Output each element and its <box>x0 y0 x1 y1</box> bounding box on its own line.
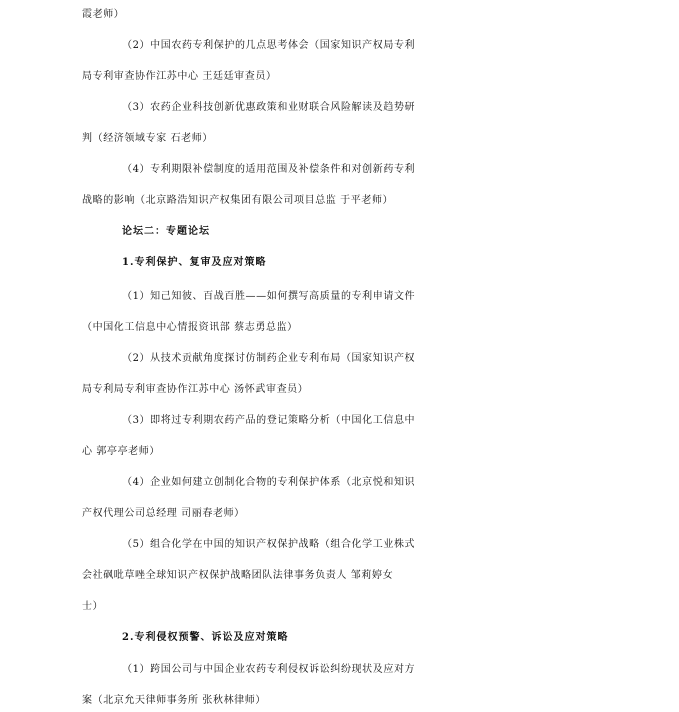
subsection-heading: 2.专利侵权预警、诉讼及应对策略 <box>122 632 289 643</box>
text-line: （1）跨国公司与中国企业农药专利侵权诉讼纠纷现状及应对方 <box>122 664 416 675</box>
text-line: 案（北京允天律师事务所 张秋林律师） <box>82 695 266 706</box>
text-line: （中国化工信息中心情报资讯部 蔡志勇总监） <box>82 322 298 333</box>
text-line: 心 郭亭亭老师） <box>82 446 160 457</box>
text-line: 产权代理公司总经理 司丽春老师） <box>82 508 245 519</box>
text-line: （1）知己知彼、百战百胜——如何撰写高质量的专利申请文件 <box>122 291 416 302</box>
section-heading: 论坛二：专题论坛 <box>122 226 210 237</box>
text-line: （2）中国农药专利保护的几点思考体会（国家知识产权局专利 <box>122 40 416 51</box>
text-line: 霞老师） <box>82 9 125 20</box>
text-line: （2）从技术贡献角度探讨仿制药企业专利布局（国家知识产权 <box>122 353 416 364</box>
text-line: （5）组合化学在中国的知识产权保护战略（组合化学工业株式 <box>122 539 416 550</box>
text-line: （3）即将过专利期农药产品的登记策略分析（中国化工信息中 <box>122 415 416 426</box>
text-line: 士） <box>82 601 104 612</box>
text-line: （4）企业如何建立创制化合物的专利保护体系（北京悦和知识 <box>122 477 416 488</box>
text-line: 局专利局专利审查协作江苏中心 汤怀武审查员） <box>82 384 309 395</box>
text-line: （4）专利期限补偿制度的适用范围及补偿条件和对创新药专利 <box>122 164 416 175</box>
text-line: 局专利审查协作江苏中心 王廷廷审查员） <box>82 71 277 82</box>
text-line: 战略的影响（北京路浩知识产权集团有限公司项目总监 于平老师） <box>82 195 394 206</box>
text-line: 会社砜吡草唑全球知识产权保护战略团队法律事务负责人 邹莉婷女 <box>82 570 394 581</box>
text-line: 判（经济领域专家 石老师） <box>82 133 213 144</box>
subsection-heading: 1.专利保护、复审及应对策略 <box>122 257 267 268</box>
text-line: （3）农药企业科技创新优惠政策和业财联合风险解读及趋势研 <box>122 102 416 113</box>
